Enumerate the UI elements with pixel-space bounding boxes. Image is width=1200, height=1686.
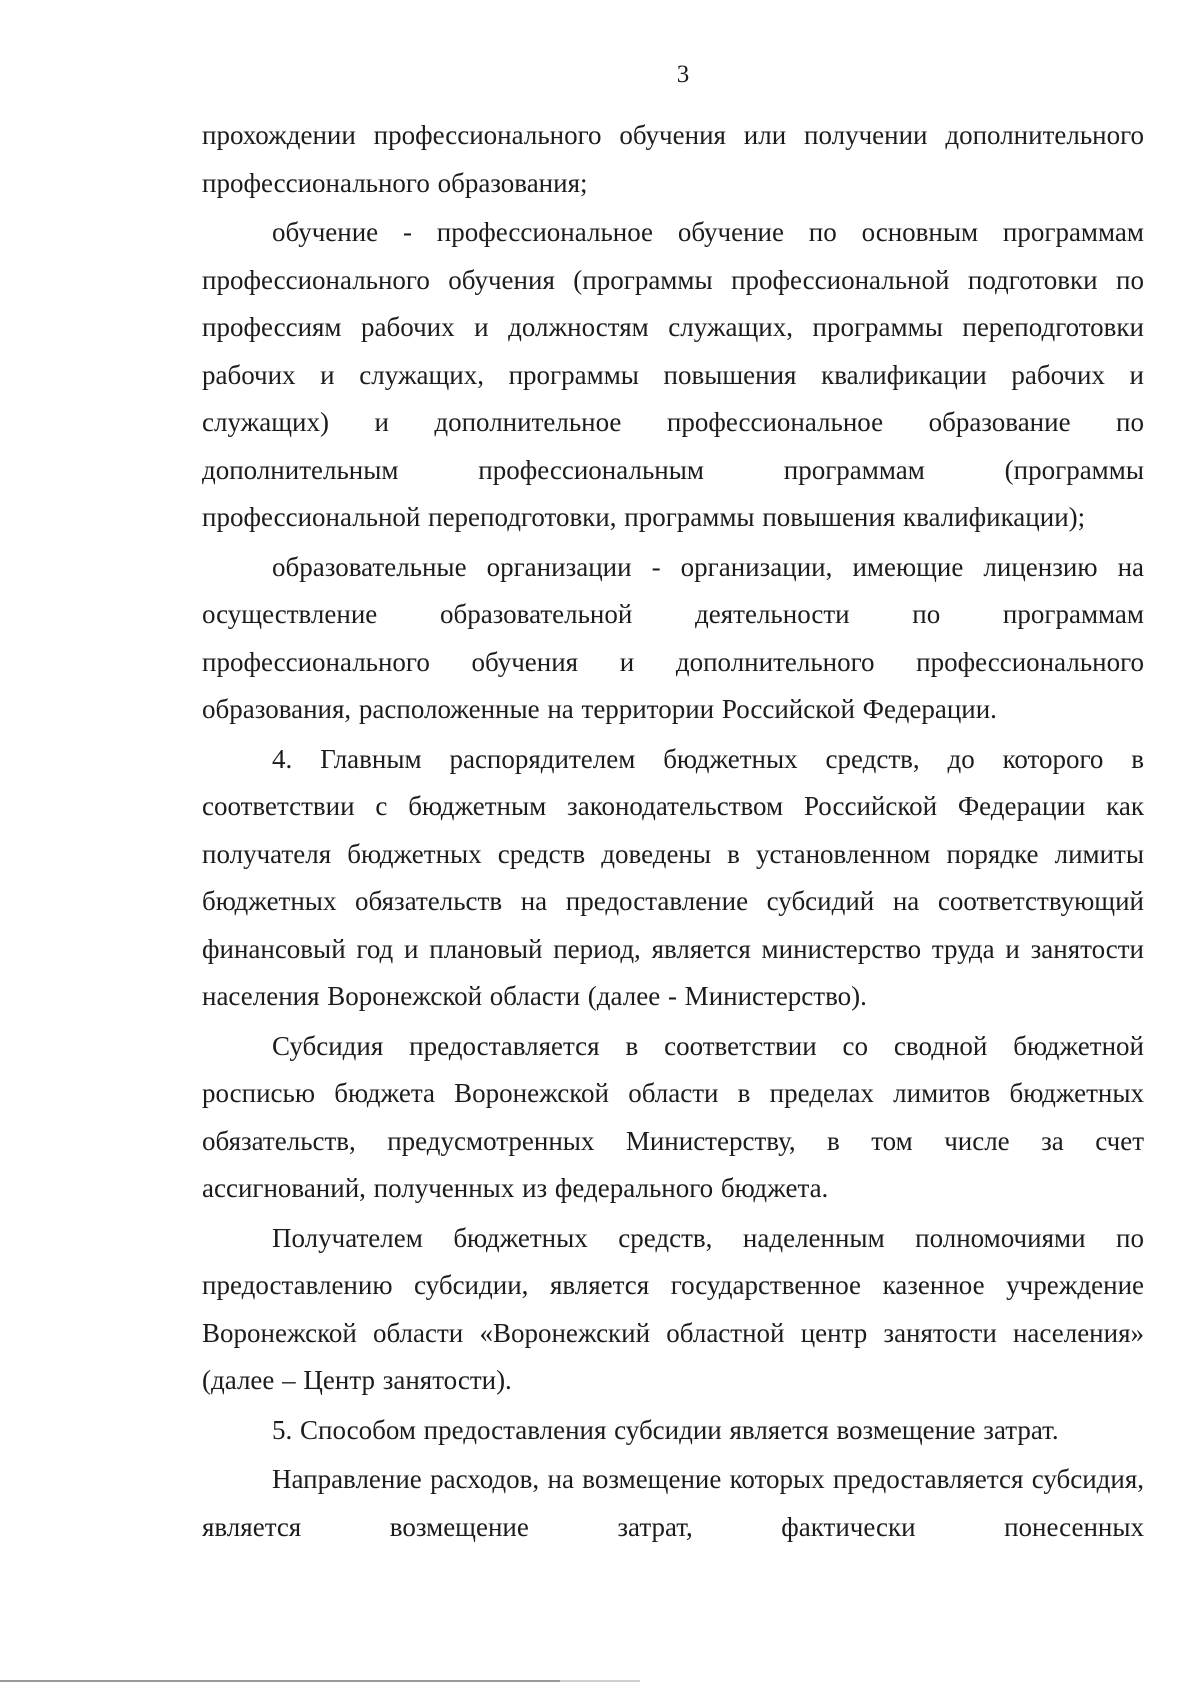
paragraph-clause-4: 4. Главным распорядителем бюджетных средств, до которого в соответствии с бюджетным законодательством Российской Федерации как получателя бюджетных средств доведены в установленном порядке лимиты бюджетных обязательств на предоставление субсидий на соответствующий финансовый год и плановый период, является министерство труда и занятости населения Воронежской области (далее - Министерство). <box>202 743 1144 1011</box>
paragraph-expense-direction: Направление расходов, на возмещение которых предоставляется субсидия, является возмещение затрат, фактически понесенных <box>202 1464 1144 1542</box>
paragraph-budget-recipient: Получателем бюджетных средств, наделенным полномочиями по предоставлению субсидии, является государственное казенное учреждение Воронежской области «Воронежский областной центр занятости населения» (далее – Центр занятости). <box>202 1222 1144 1395</box>
paragraph-definition-organizations: образовательные организации - организации, имеющие лицензию на осуществление образовательной деятельности по программам профессионального обучения и дополнительного профессионального образования, расположенные на территории Российской Федерации. <box>202 551 1144 724</box>
paragraph-continuation: прохождении профессионального обучения или получении дополнительного профессионального образования; <box>202 120 1144 198</box>
paragraph-clause-5: 5. Способом предоставления субсидии является возмещение затрат. <box>272 1414 1059 1445</box>
bottom-scan-edge <box>0 1680 560 1682</box>
paragraph-subsidy-provision: Субсидия предоставляется в соответствии со сводной бюджетной росписью бюджета Воронежской области в пределах лимитов бюджетных обязательств, предусмотренных Министерству, в том числе за счет ассигнований, полученных из федерального бюджета. <box>202 1030 1144 1203</box>
page-number: 3 <box>676 61 690 88</box>
bottom-scan-edge-fade <box>560 1680 640 1682</box>
document-body <box>202 112 1144 1551</box>
paragraph-definition-training: обучение - профессиональное обучение по основным программам профессионального обучения (программы профессиональной подготовки по профессиям рабочих и должностям служащих, программы переподготовки рабочих и служащих, программы повышения квалификации рабочих и служащих) и дополнительное профессиональное образование по дополнительным профессиональным программам (программы профессиональной переподготовки, программы повышения квалификации); <box>202 217 1144 532</box>
